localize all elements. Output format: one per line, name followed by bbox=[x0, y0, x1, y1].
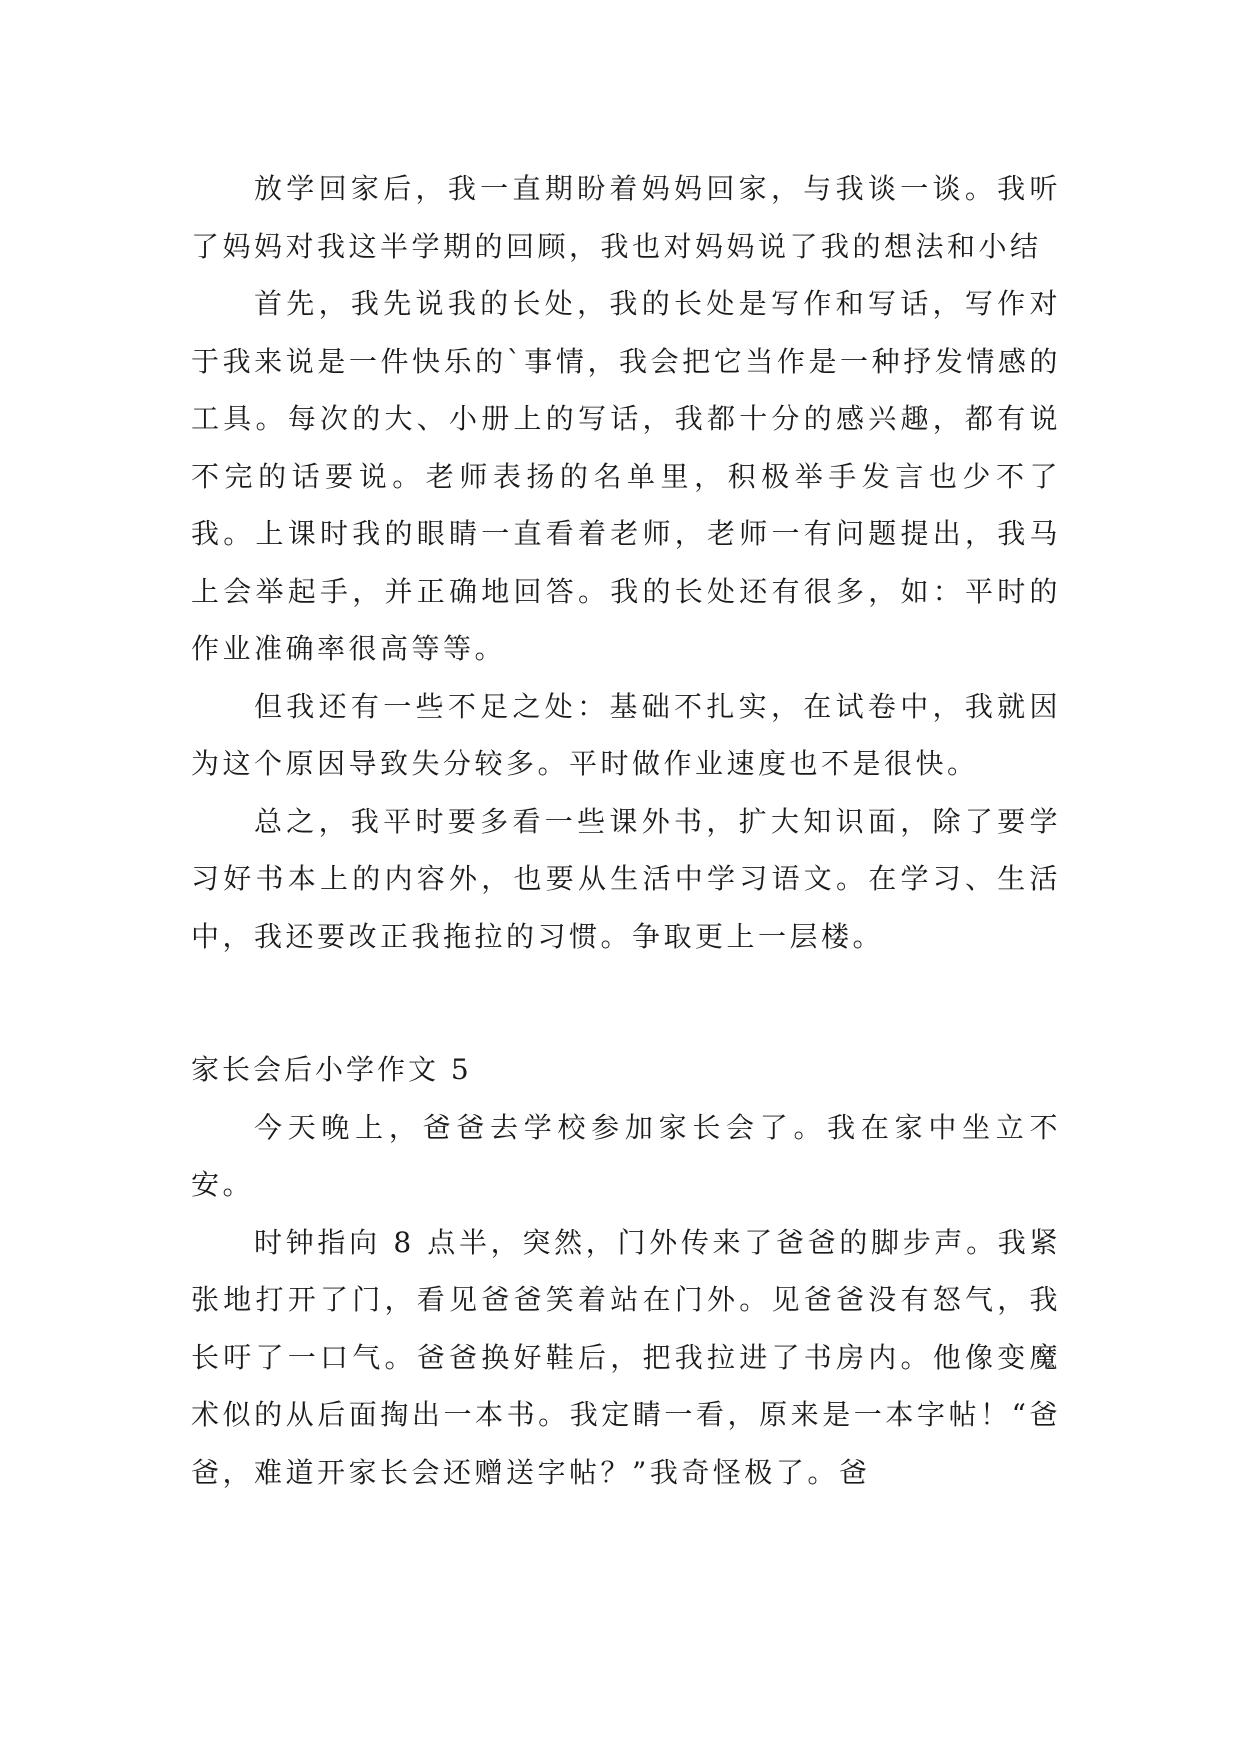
paragraph: 今天晚上，爸爸去学校参加家长会了。我在家中坐立不安。 bbox=[191, 1110, 1061, 1201]
section-title: 家长会后小学作文 5 bbox=[191, 1053, 472, 1086]
paragraph: 总之，我平时要多看一些课外书，扩大知识面，除了要学习好书本上的内容外，也要从生活中学习语文。在学习、生活中，我还要改正我拖拉的习惯。争取更上一层楼。 bbox=[191, 804, 1061, 953]
paragraph: 放学回家后，我一直期盼着妈妈回家，与我谈一谈。我听了妈妈对我这半学期的回顾，我也对妈妈说了我的想法和小结 bbox=[191, 172, 1061, 263]
paragraph: 首先，我先说我的长处，我的长处是写作和写话，写作对于我来说是一件快乐的`事情，我会把它当作是一种抒发情感的工具。每次的大、小册上的写话，我都十分的感兴趣，都有说不完的话要说。老师表扬的名单里，积极举手发言也少不了我。上课时我的眼睛一直看着老师，老师一有问题提出，我马上会举起手，并正确地回答。我的长处还有很多，如：平时的作业准确率很高等等。 bbox=[191, 287, 1061, 665]
document-body bbox=[191, 160, 1061, 1501]
paragraph: 但我还有一些不足之处：基础不扎实，在试卷中，我就因为这个原因导致失分较多。平时做作业速度也不是很快。 bbox=[191, 689, 1061, 780]
paragraph: 时钟指向 8 点半，突然，门外传来了爸爸的脚步声。我紧张地打开了门，看见爸爸笑着站在门外。见爸爸没有怒气，我长吁了一口气。爸爸换好鞋后，把我拉进了书房内。他像变魔术似的从后面掏出一本书。我定睛一看，原来是一本字帖！“爸爸，难道开家长会还赠送字帖？”我奇怪极了。爸 bbox=[191, 1225, 1061, 1489]
